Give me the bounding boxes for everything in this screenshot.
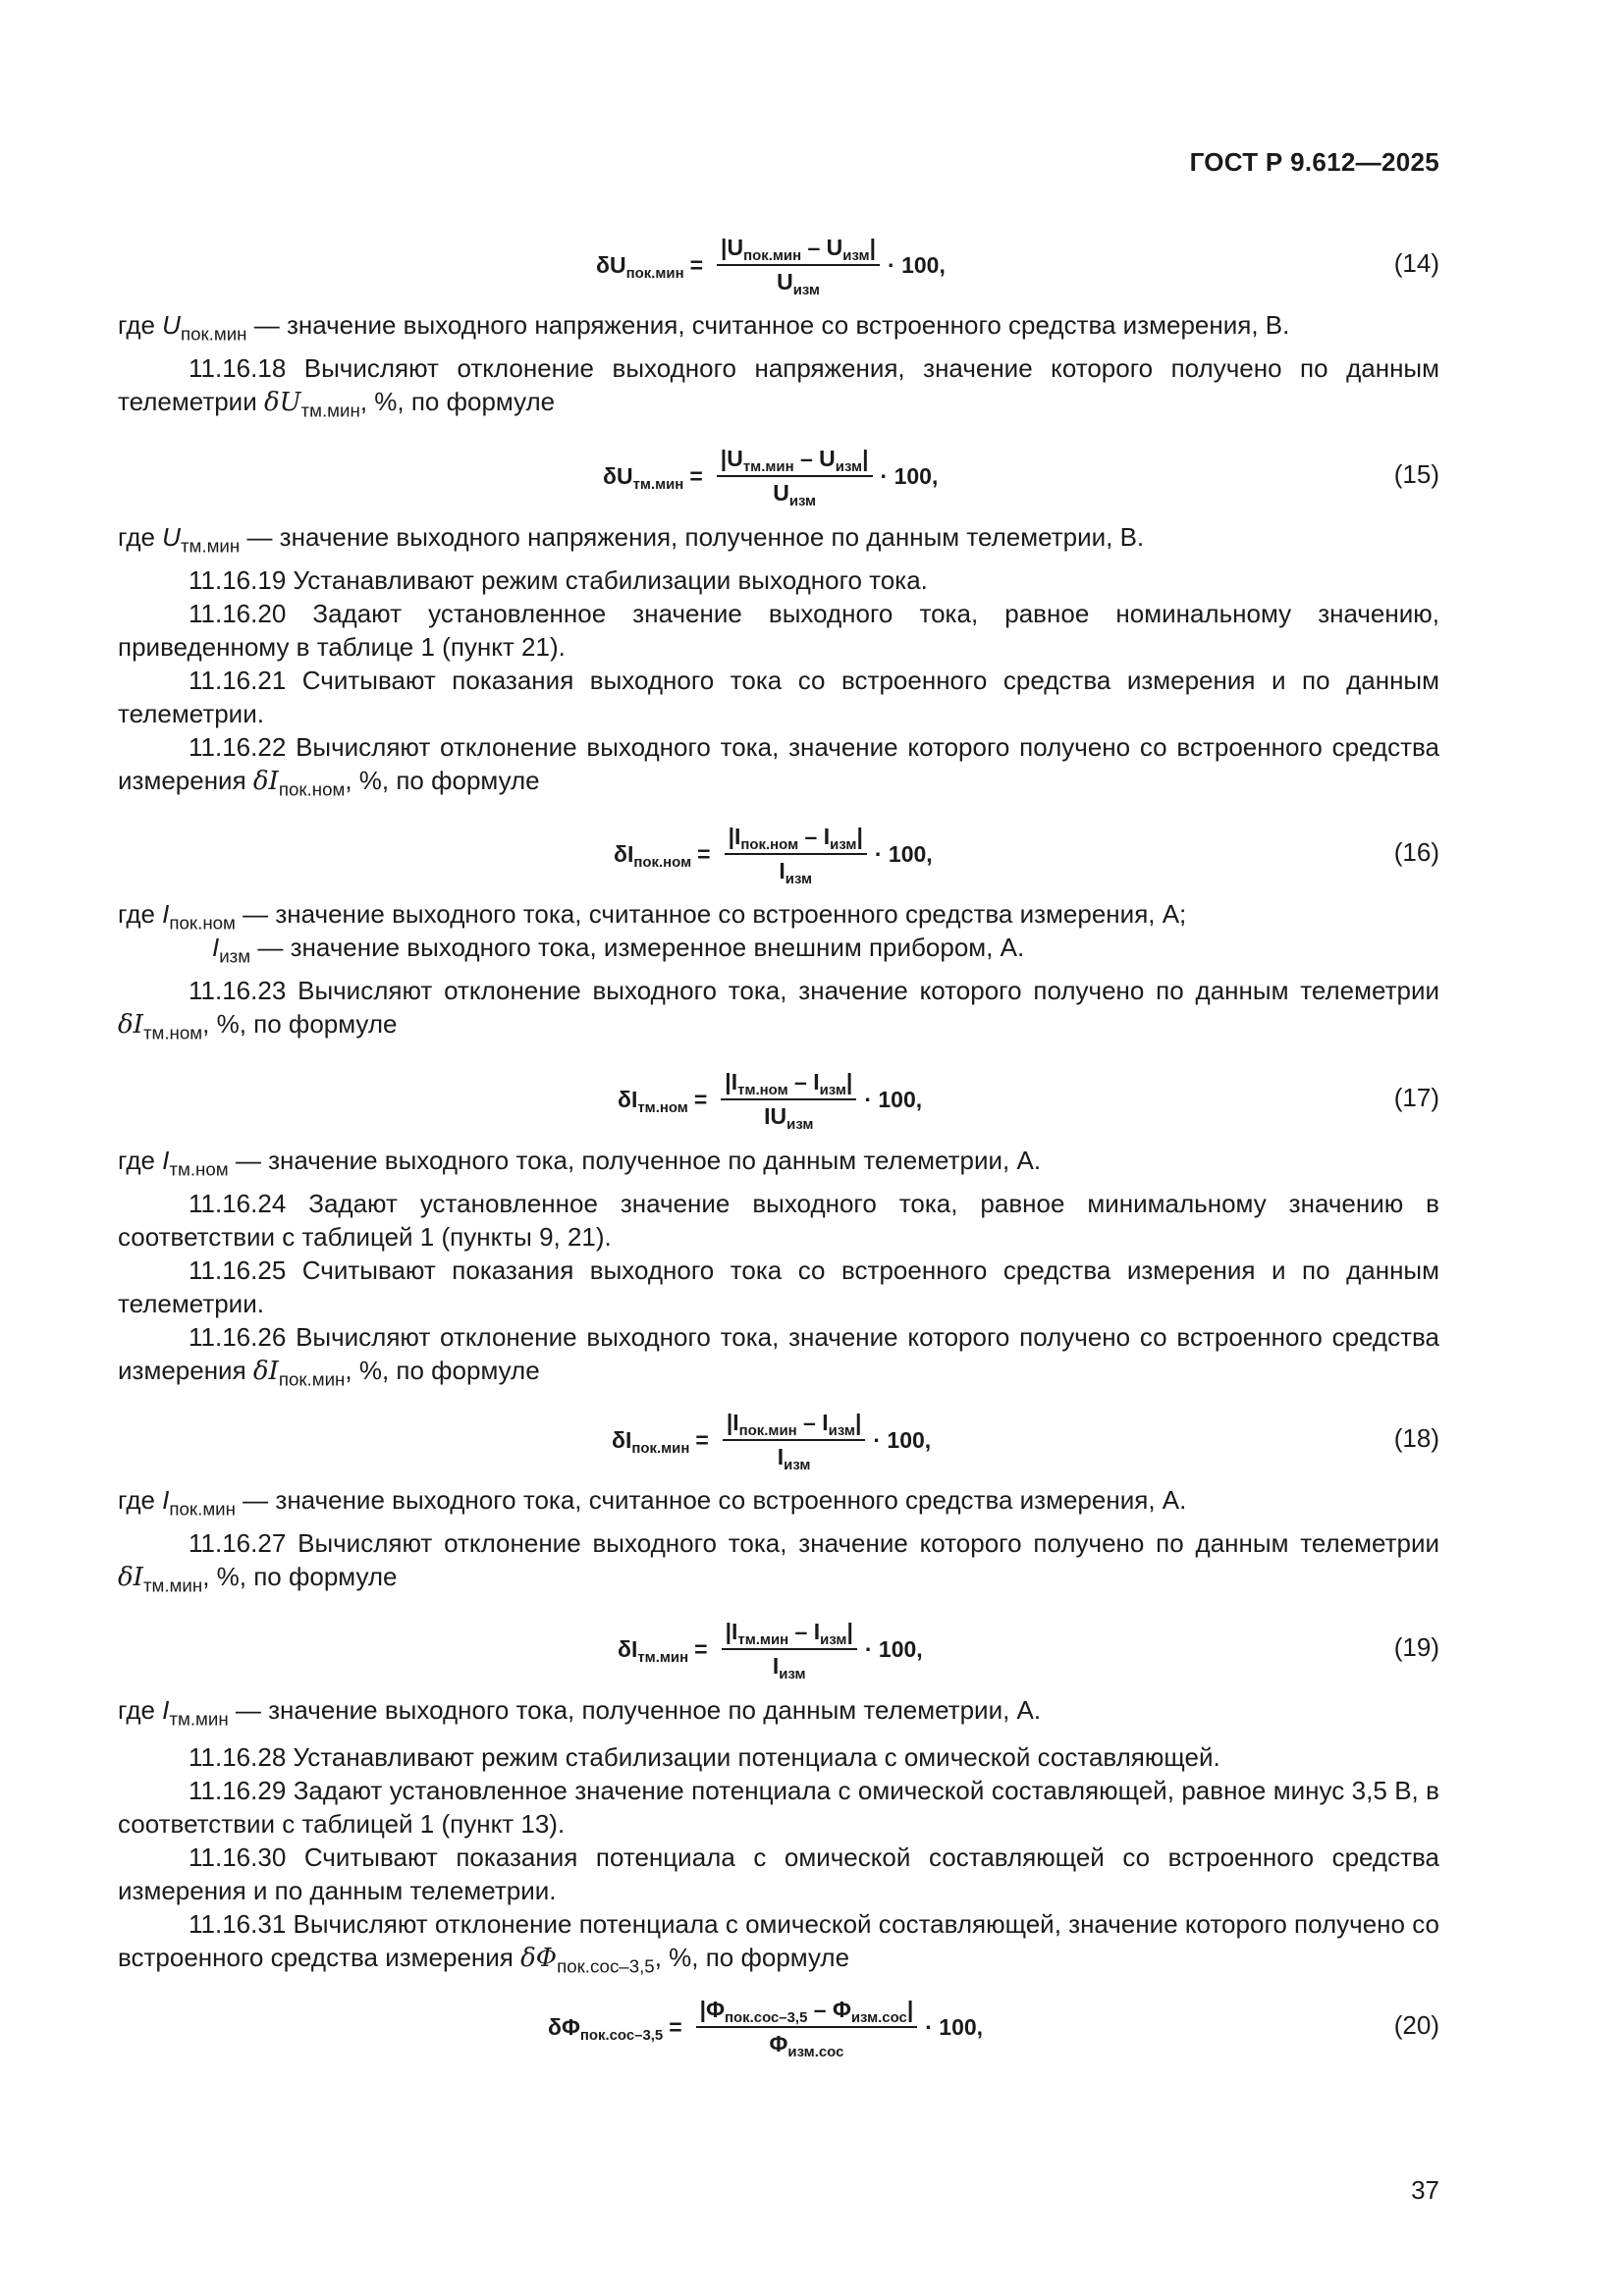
formula-lhs: $\delta U_{пок.мин}$ xyxy=(596,251,684,282)
paragraph-11-16-27: 11.16.27 Вычисляют отклонение выходного тока, значение которого получено по данным телеметрии $\delta I_{тм.мин}$, %, по формуле xyxy=(118,1528,1439,1596)
fraction: $\frac{|I_{пок.мин} - I_{изм}|}{I_{изм}}$ xyxy=(723,1410,866,1470)
equals-sign: = xyxy=(693,1086,708,1112)
formula-lhs: $\delta\Phi_{пок.сос-3,5}$ xyxy=(548,2013,664,2044)
formula-tail: · 100, xyxy=(888,251,946,278)
equals-sign: = xyxy=(689,462,703,489)
equation-number: (18) xyxy=(1393,1423,1439,1453)
where-clause: где $I_{пок.ном}$ — значение выходного тока, считанное со встроенного средства измерения, А; xyxy=(118,899,1187,934)
fraction: $\frac{|U_{тм.мин} - U_{изм}|}{U_{изм}}$ xyxy=(717,446,873,507)
paragraph-11-16-19: 11.16.19 Устанавливают режим стабилизации выходного тока. xyxy=(189,565,928,595)
text-block-4 xyxy=(118,1144,1439,1388)
fraction: $\frac{|I_{пок.ном} - I_{изм}|}{I_{изм}}$ xyxy=(725,824,867,884)
formula-lhs: $\delta U_{тм.мин}$ xyxy=(603,462,684,493)
text-block-6 xyxy=(118,1693,1439,1975)
paragraph-11-16-24: 11.16.24 Задают установленное значение выходного тока, равное минимальному значению в соответствии с таблицей 1 (пункты 9, 21). xyxy=(118,1189,1439,1252)
paragraph-11-16-22: 11.16.22 Вычисляют отклонение выходного тока, значение которого получено со встроенного средства измерения $\delta I_{пок.ном}$, %, по формуле xyxy=(118,732,1439,800)
formula-tail: · 100, xyxy=(873,1426,932,1453)
formula-tail: · 100, xyxy=(874,840,933,867)
formula-tail: · 100, xyxy=(864,1635,923,1662)
equals-sign: = xyxy=(697,840,711,867)
paragraph-11-16-30: 11.16.30 Считывают показания потенциала с омической составляющей со встроенного средства измерения и по данным телеметрии. xyxy=(118,1842,1439,1905)
formula-tail: · 100, xyxy=(864,1086,923,1112)
equation-number: (16) xyxy=(1393,837,1439,867)
equals-sign: = xyxy=(669,2013,682,2040)
paragraph-11-16-21: 11.16.21 Считывают показания выходного тока со встроенного средства измерения и по данным телеметрии. xyxy=(118,666,1439,728)
paragraph-11-16-25: 11.16.25 Считывают показания выходного тока со встроенного средства измерения и по данным телеметрии. xyxy=(118,1255,1439,1318)
page-number: 37 xyxy=(1411,2175,1439,2205)
equation-number: (15) xyxy=(1393,459,1439,489)
where-clause: где $U_{пок.мин}$ — значение выходного напряжения, считанное со встроенного средства измерения, В. xyxy=(118,310,1290,345)
formula-14 xyxy=(118,231,1439,299)
formula-lhs: $\delta I_{тм.мин}$ xyxy=(618,1635,689,1666)
fraction: $\frac{|I_{тм.ном} - I_{изм}|}{IU_{изм}}$ xyxy=(721,1069,856,1130)
paragraph-11-16-31: 11.16.31 Вычисляют отклонение потенциала с омической составляющей, значение которого получено со встроенного средства измерения $\delta\Phi_{пок.сос-3,5}$, %, по формуле xyxy=(118,1909,1439,1977)
document-id: ГОСТ Р 9.612—2025 xyxy=(1189,147,1439,177)
equals-sign: = xyxy=(695,1426,709,1453)
fraction: $\frac{|I_{тм.мин} - I_{изм}|}{I_{изм}}$ xyxy=(722,1619,857,1680)
equals-sign: = xyxy=(689,251,704,278)
formula-17 xyxy=(118,1065,1439,1134)
where-clause: где $U_{тм.мин}$ — значение выходного напряжения, полученное по данным телеметрии, В. xyxy=(118,522,1145,557)
text-block-5 xyxy=(118,1483,1439,1594)
paragraph-11-16-20: 11.16.20 Задают установленное значение выходного тока, равное номинальному значению, приведенному в таблице 1 (пункт 21). xyxy=(118,599,1439,662)
equation-number: (20) xyxy=(1393,2010,1439,2040)
where-clause: где $I_{пок.мин}$ — значение выходного тока, считанное со встроенного средства измерения, А. xyxy=(118,1485,1187,1520)
paragraph-11-16-26: 11.16.26 Вычисляют отклонение выходного тока, значение которого получено со встроенного средства измерения $\delta I_{пок.мин}$, %, по формуле xyxy=(118,1322,1439,1390)
fraction: $\frac{|\Phi_{пок.сос-3,5} - \Phi_{изм.сос}|}{\Phi_{изм.сос}}$ xyxy=(696,1997,918,2057)
where-clause-continued: $I_{изм}$ — значение выходного тока, измеренное внешним прибором, А. xyxy=(212,933,1025,967)
formula-lhs: $\delta I_{пок.ном}$ xyxy=(614,840,692,871)
equation-number: (19) xyxy=(1393,1632,1439,1662)
text-block-2 xyxy=(118,520,1439,798)
text-block-1 xyxy=(118,308,1439,419)
formula-tail: · 100, xyxy=(925,2013,984,2040)
where-clause: где $I_{тм.ном}$ — значение выходного тока, полученное по данным телеметрии, А. xyxy=(118,1146,1042,1180)
where-clause: где $I_{тм.мин}$ — значение выходного тока, полученное по данным телеметрии, А. xyxy=(118,1695,1042,1730)
equals-sign: = xyxy=(694,1635,708,1662)
formula-lhs: $\delta I_{пок.мин}$ xyxy=(612,1426,690,1457)
paragraph-11-16-29: 11.16.29 Задают установленное значение потенциала с омической составляющей, равное минус 3,5 В, в соответствии с таблицей 1 (пункт 13). xyxy=(118,1776,1439,1839)
formula-lhs: $\delta I_{тм.ном}$ xyxy=(618,1086,688,1116)
equation-number: (17) xyxy=(1393,1083,1439,1112)
formula-20 xyxy=(118,1993,1439,2061)
fraction: $\frac{|U_{пок.мин} - U_{изм}|}{U_{изм}}$ xyxy=(717,235,880,295)
text-block-3 xyxy=(118,897,1439,1041)
formula-16 xyxy=(118,820,1439,888)
paragraph-11-16-23: 11.16.23 Вычисляют отклонение выходного тока, значение которого получено по данным телеметрии $\delta I_{тм.ном}$, %, по формуле xyxy=(118,976,1439,1043)
formula-19 xyxy=(118,1615,1439,1683)
equation-number: (14) xyxy=(1393,248,1439,278)
formula-18 xyxy=(118,1406,1439,1474)
paragraph-11-16-18: 11.16.18 Вычисляют отклонение выходного напряжения, значение которого получено по данным телеметрии $\delta U_{тм.мин}$, %, по формуле xyxy=(118,353,1439,421)
formula-15 xyxy=(118,442,1439,510)
paragraph-11-16-28: 11.16.28 Устанавливают режим стабилизации потенциала с омической составляющей. xyxy=(189,1742,1220,1772)
formula-tail: · 100, xyxy=(880,462,939,489)
